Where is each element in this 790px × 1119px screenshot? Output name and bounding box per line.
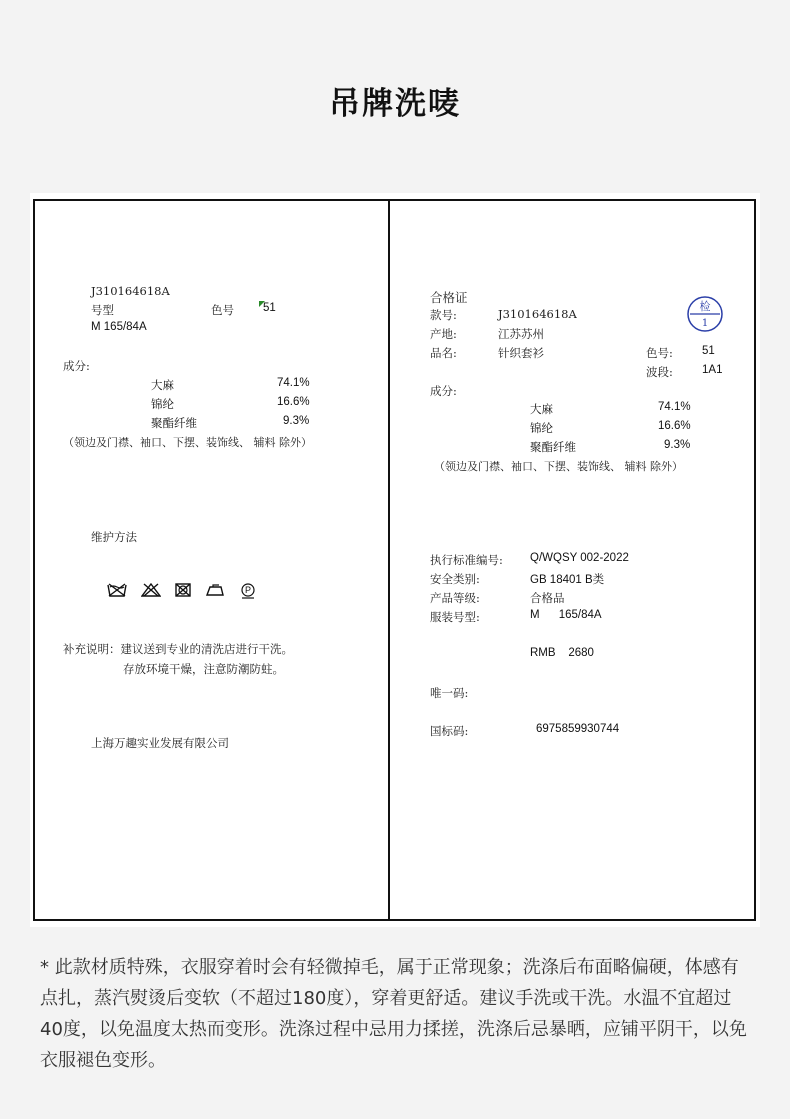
hang-tag-image	[30, 193, 760, 927]
iron-icon	[205, 583, 225, 597]
inspection-stamp-icon	[686, 295, 724, 333]
origin-label: 产地:	[430, 327, 457, 341]
size-label: 服装号型:	[430, 610, 480, 624]
price: RMB 2680	[530, 647, 594, 659]
dry-clean-p-icon	[239, 583, 257, 599]
size-value: M 165/84A	[530, 609, 602, 621]
style-value: J310164618A	[498, 307, 577, 321]
exclusion-note: （领边及门襟、袖口、下摆、装饰线、 辅料 除外）	[63, 436, 312, 449]
material-name: 锦纶	[530, 423, 553, 435]
svg-text:检: 检	[699, 300, 711, 313]
care-method-label: 维护方法	[91, 530, 137, 544]
page-title: 吊牌洗唛	[329, 86, 461, 122]
unique-code-label: 唯一码:	[430, 686, 469, 700]
material-pct: 16.6%	[658, 420, 691, 432]
standard-label: 执行标准编号:	[430, 553, 503, 567]
safety-label: 安全类别:	[430, 572, 480, 586]
svg-text:1: 1	[701, 318, 709, 329]
color-value: 51	[263, 302, 276, 314]
care-footnote: * 此款材质特殊，衣服穿着时会有轻微掉毛，属于正常现象；洗涤后布面略偏硬，体感有点扎，蒸汽熨烫后变软（不超过180度），穿着更舒适。建议手洗或干洗。水温不宜超过40度，以免温度太热而变形。洗涤过程中忌用力揉搓，洗涤后忌暴晒，应铺平阴干，以免衣服褪色变形。	[40, 957, 747, 1071]
style-label: 款号:	[430, 308, 457, 322]
origin-value: 江苏苏州	[498, 327, 544, 341]
supplement-line-2: 存放环境干燥，注意防潮防蛀。	[123, 662, 284, 676]
care-symbols	[107, 583, 257, 599]
material-pct: 74.1%	[277, 377, 310, 389]
svg-text:P: P	[244, 585, 252, 595]
material-name: 聚酯纤维	[151, 418, 197, 430]
no-tumble-dry-icon	[175, 583, 191, 597]
color-label: 色号	[211, 303, 234, 317]
care-label-panel	[33, 199, 391, 921]
size-value: M 165/84A	[91, 321, 147, 333]
barcode-value: 6975859930744	[536, 723, 620, 735]
material-name: 大麻	[530, 404, 553, 416]
product-name-value: 针织套衫	[498, 346, 544, 360]
color-value: 51	[702, 345, 715, 357]
grade-value: 合格品	[530, 591, 565, 605]
no-bleach-icon	[141, 583, 161, 597]
style-number: J310164618A	[91, 284, 170, 298]
color-label: 色号:	[646, 346, 673, 360]
composition-label: 成分:	[63, 359, 90, 373]
supplement-line-1: 补充说明：建议送到专业的清洗店进行干洗。	[63, 642, 293, 656]
standard-value: Q/WQSY 002-2022	[530, 552, 629, 564]
grade-label: 产品等级:	[430, 591, 480, 605]
band-value: 1A1	[702, 364, 723, 376]
material-pct: 9.3%	[664, 439, 691, 451]
barcode-label: 国标码:	[430, 724, 469, 738]
exclusion-note: （领边及门襟、袖口、下摆、装饰线、 辅料 除外）	[434, 460, 683, 473]
material-pct: 9.3%	[283, 415, 310, 427]
company-name: 上海万趣实业发展有限公司	[91, 736, 229, 750]
product-name-label: 品名:	[430, 346, 457, 360]
safety-value: GB 18401 B类	[530, 574, 605, 586]
material-pct: 16.6%	[277, 396, 310, 408]
no-wash-icon	[107, 583, 127, 597]
composition-label: 成分:	[430, 384, 457, 398]
material-name: 大麻	[151, 380, 174, 392]
band-label: 波段:	[646, 365, 673, 379]
certificate-title: 合格证	[430, 290, 468, 305]
material-name: 锦纶	[151, 399, 174, 411]
material-name: 聚酯纤维	[530, 442, 576, 454]
material-pct: 74.1%	[658, 401, 691, 413]
size-label: 号型	[91, 303, 114, 317]
certificate-panel	[388, 199, 756, 921]
